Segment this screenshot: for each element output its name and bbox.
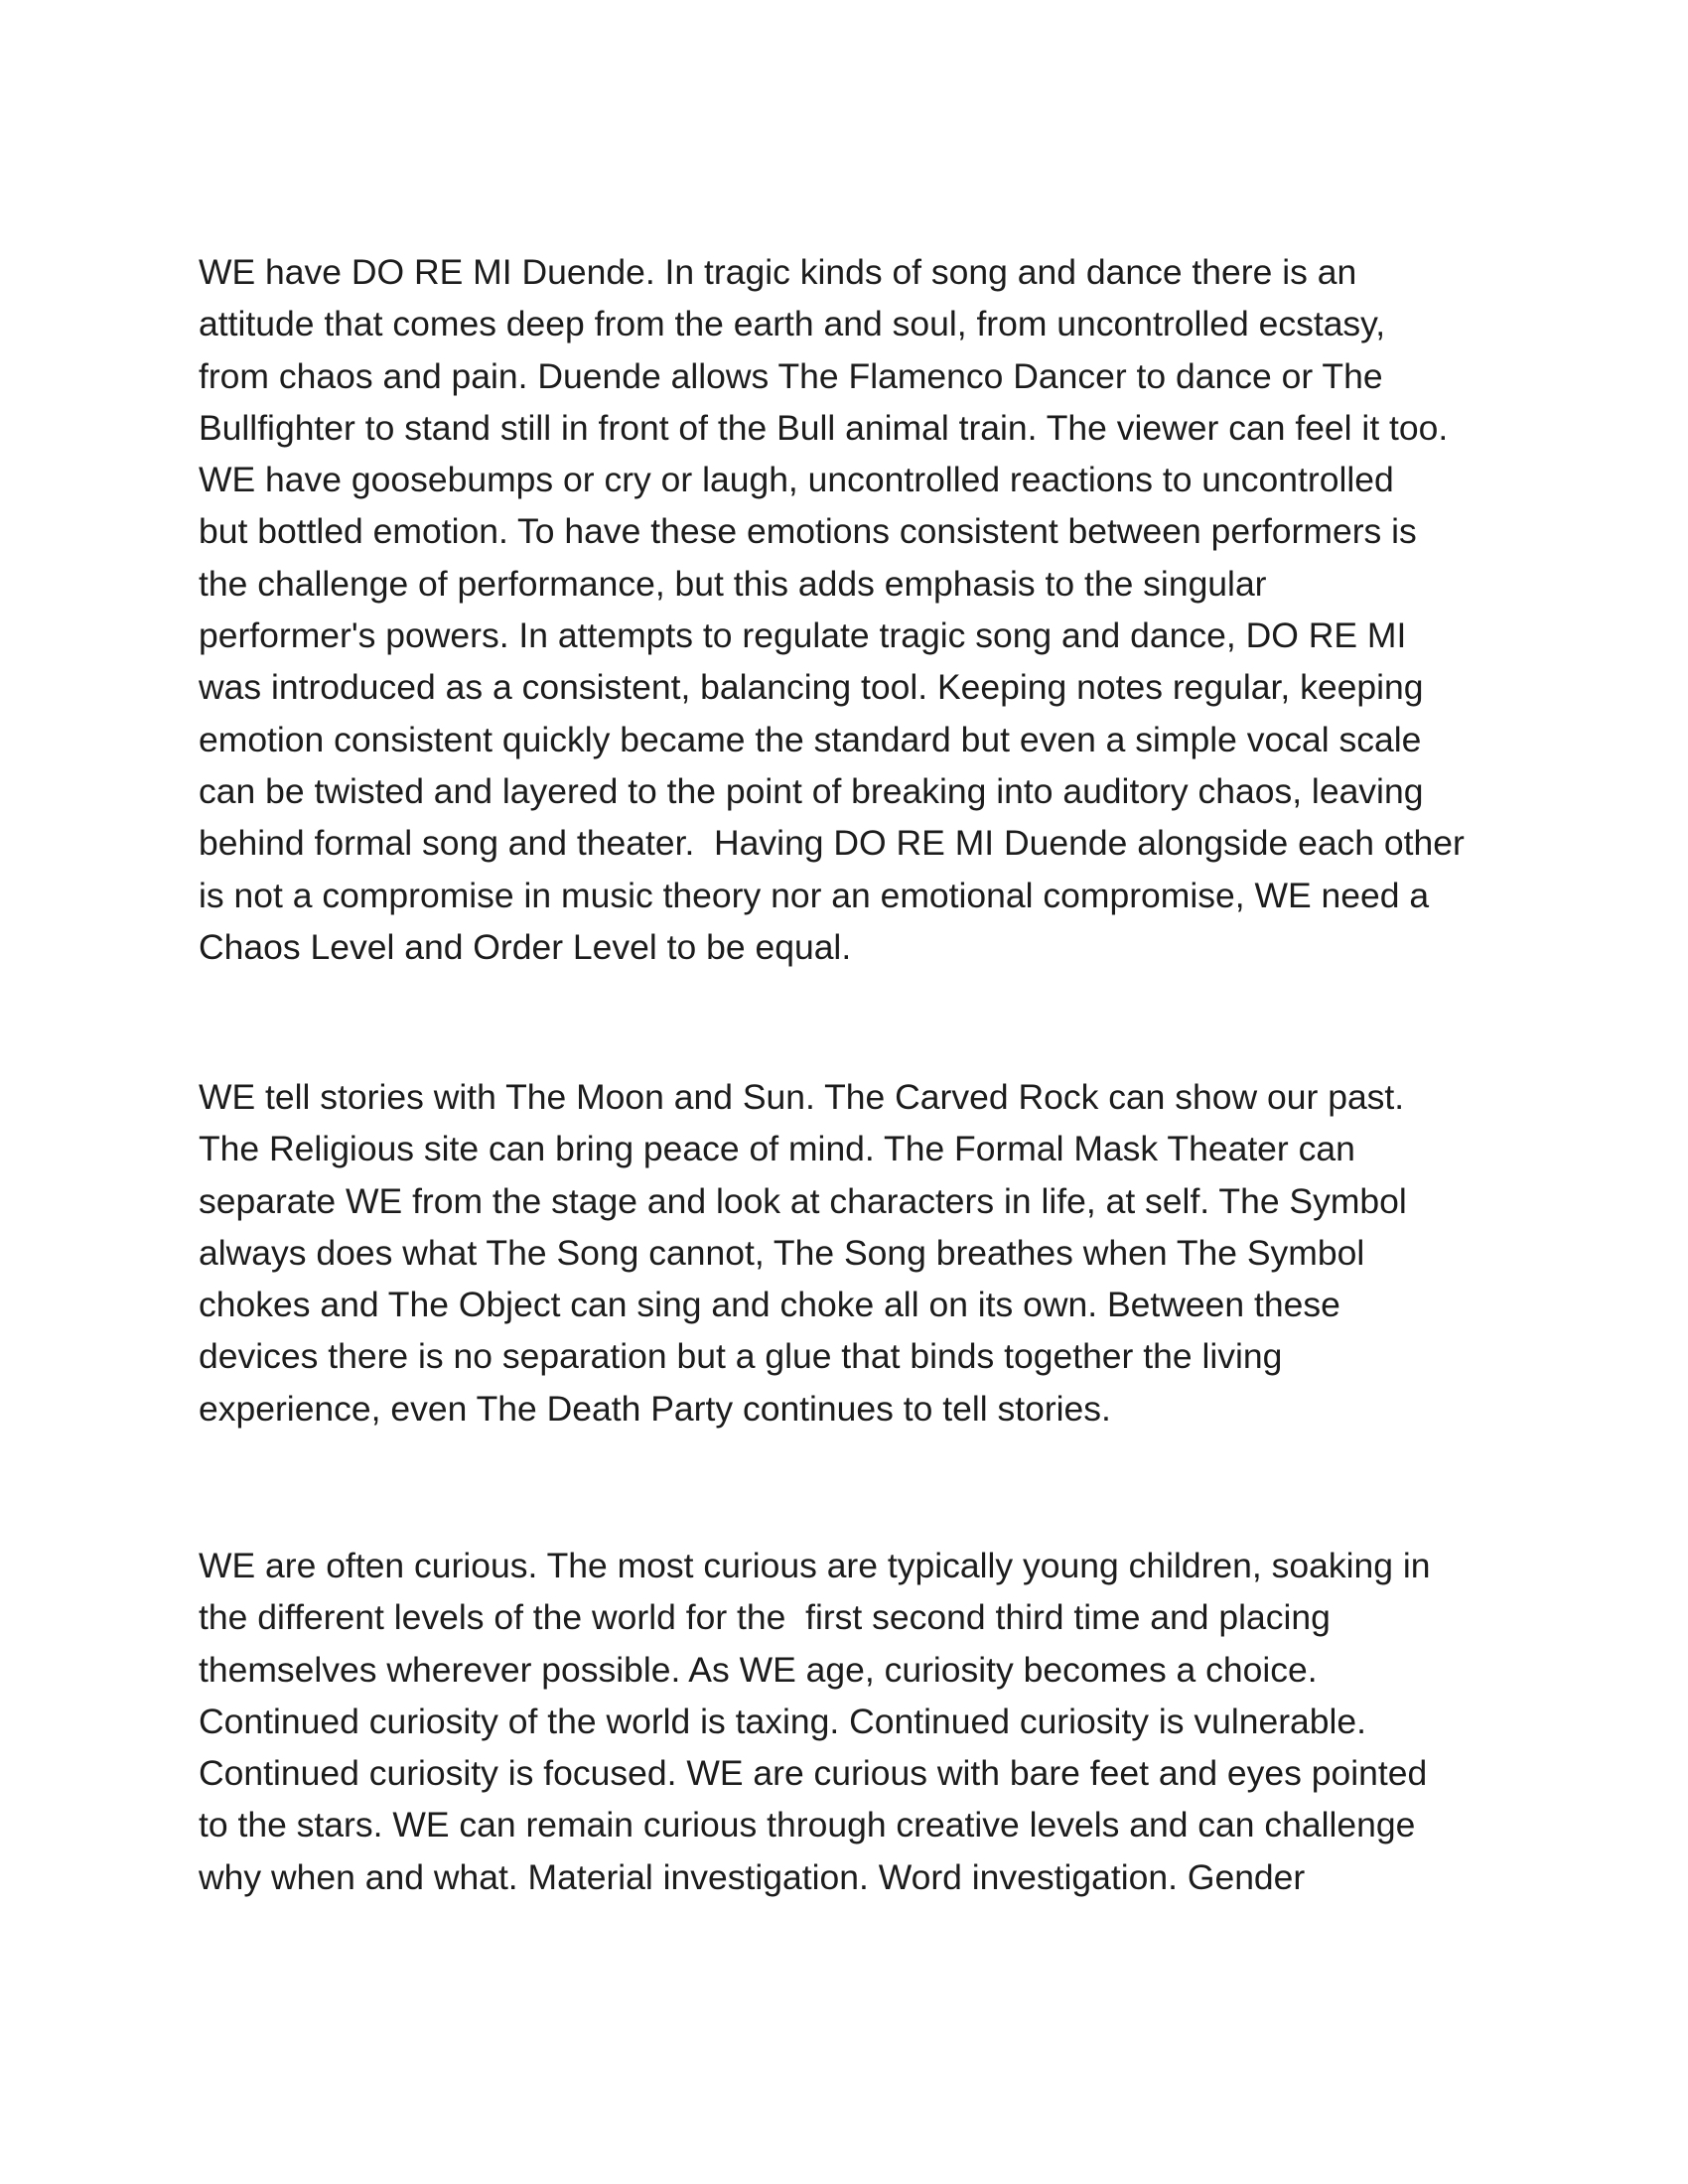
paragraph-line: Chaos Level and Order Level to be equal. [199,926,852,967]
paragraph-stories [199,1071,1499,1434]
paragraph-line: WE are often curious. The most curious are typically young children, soaking in [199,1546,1431,1585]
paragraph-line: WE tell stories with The Moon and Sun. The Carved Rock can show our past. [199,1077,1405,1117]
paragraph-line: chokes and The Object can sing and choke all on its own. Between these [199,1285,1340,1325]
paragraph-line: to the stars. WE can remain curious through creative levels and can challenge [199,1805,1416,1845]
paragraph-curiosity [199,1540,1499,1903]
paragraph-line: performer's powers. In attempts to regulate tragic song and dance, DO RE MI [199,615,1407,656]
paragraph-line: always does what The Song cannot, The Song breathes when The Symbol [199,1232,1365,1273]
paragraph-line: Continued curiosity of the world is taxing. Continued curiosity is vulnerable. [199,1701,1367,1741]
paragraph-line: devices there is no separation but a glue that binds together the living [199,1336,1283,1377]
paragraph-line: WE have goosebumps or cry or laugh, uncontrolled reactions to uncontrolled [199,460,1394,500]
paragraph-line: was introduced as a consistent, balancing tool. Keeping notes regular, keeping [199,667,1424,708]
paragraph-line: emotion consistent quickly became the standard but even a simple vocal scale [199,719,1422,759]
paragraph-line: separate WE from the stage and look at characters in life, at self. The Symbol [199,1180,1407,1221]
paragraph-line: Bullfighter to stand still in front of the Bull animal train. The viewer can feel it too. [199,407,1449,448]
paragraph-line: The Religious site can bring peace of mind. The Formal Mask Theater can [199,1129,1355,1169]
paragraph-duende [199,246,1499,973]
paragraph-line: Continued curiosity is focused. WE are curious with bare feet and eyes pointed [199,1753,1428,1794]
paragraph-line: but bottled emotion. To have these emotions consistent between performers is [199,511,1417,552]
paragraph-line: themselves wherever possible. As WE age, curiosity becomes a choice. [199,1649,1318,1690]
paragraph-line: behind formal song and theater. Having DO RE MI Duende alongside each other [199,823,1465,864]
paragraph-line: is not a compromise in music theory nor an emotional compromise, WE need a [199,875,1430,915]
paragraph-line: experience, even The Death Party continues to tell stories. [199,1388,1111,1429]
paragraph-line: can be twisted and layered to the point of breaking into auditory chaos, leaving [199,770,1424,811]
paragraph-line: the different levels of the world for the first second third time and placing [199,1597,1331,1638]
paragraph-line: WE have DO RE MI Duende. In tragic kinds of song and dance there is an [199,252,1357,292]
paragraph-line: the challenge of performance, but this adds emphasis to the singular [199,563,1267,604]
paragraph-line: attitude that comes deep from the earth and soul, from uncontrolled ecstasy, [199,304,1386,344]
paragraph-line: why when and what. Material investigation. Word investigation. Gender [199,1856,1306,1897]
paragraph-line: from chaos and pain. Duende allows The Flamenco Dancer to dance or The [199,355,1383,396]
